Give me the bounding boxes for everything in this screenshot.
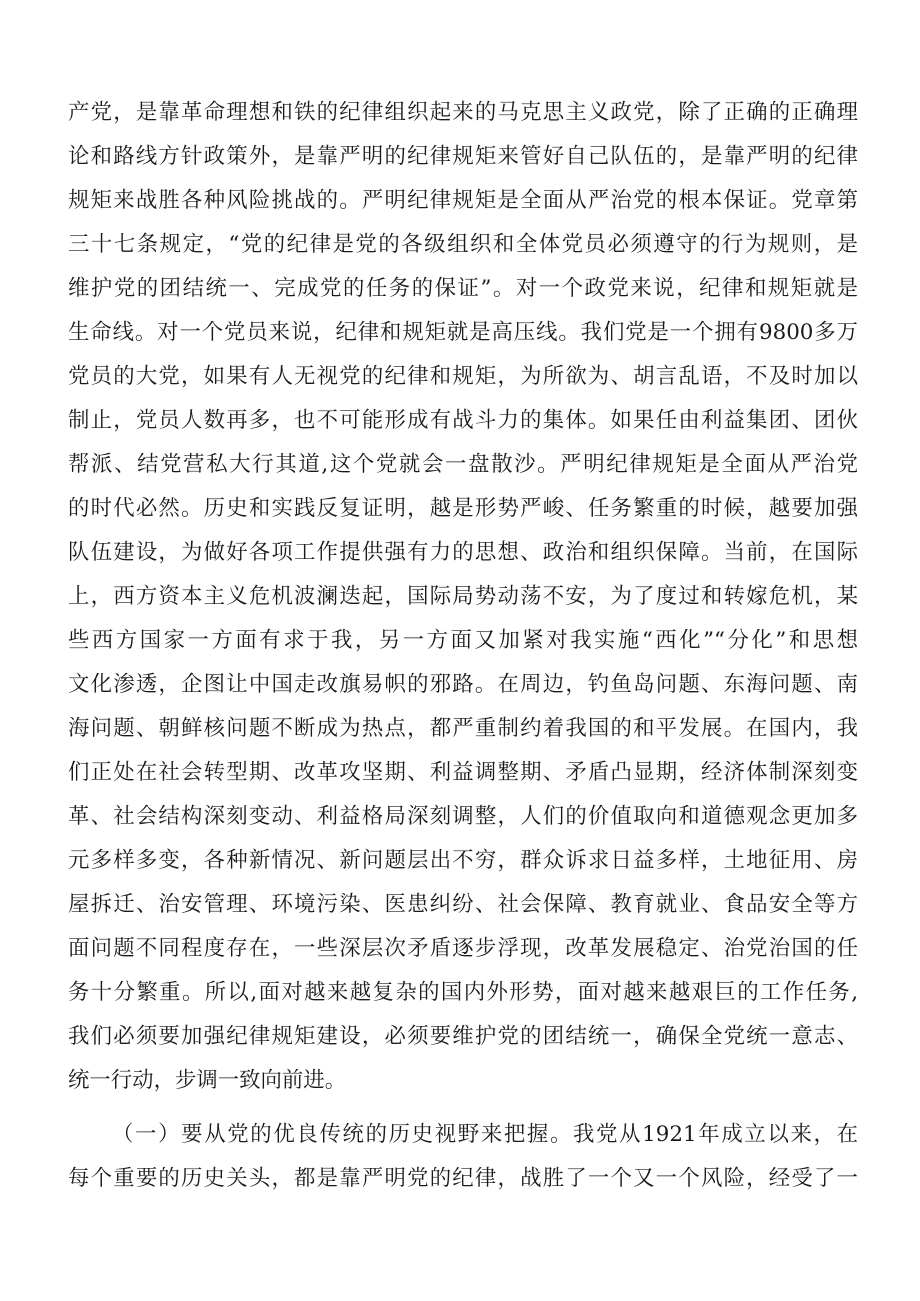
text-line: 生命线。对一个党员来说，纪律和规矩就是高压线。我们党是一个拥有9800多万 — [68, 320, 858, 345]
text-line: 三十七条规定，“党的纪律是党的各级组织和全体党员必须遵守的行为规则，是 — [68, 232, 858, 257]
text-line: 革、社会结构深刻变动、利益格局深刻调整，人们的价值取向和道德观念更加多 — [68, 804, 858, 829]
text-line: 些西方国家一方面有求于我，另一方面又加紧对我实施“西化”“分化”和思想 — [68, 628, 858, 653]
text-line: 论和路线方针政策外，是靠严明的纪律规矩来管好自己队伍的，是靠严明的纪律 — [68, 144, 858, 169]
text-line: 队伍建设，为做好各项工作提供强有力的思想、政治和组织保障。当前，在国际 — [68, 540, 858, 565]
text-line: 规矩来战胜各种风险挑战的。严明纪律规矩是全面从严治党的根本保证。党章第 — [68, 188, 858, 213]
text-line: 海问题、朝鲜核问题不断成为热点，都严重制约着我国的和平发展。在国内，我 — [68, 716, 858, 741]
section-heading-line: （一）要从党的优良传统的历史视野来把握。我党从1921年成立以来，在 — [112, 1122, 858, 1147]
text-line: 产党，是靠革命理想和铁的纪律组织起来的马克思主义政党，除了正确的正确理 — [68, 100, 858, 125]
text-line: 务十分繁重。所以,面对越来越复杂的国内外形势，面对越来越艰巨的工作任务, — [68, 980, 858, 1005]
text-line: 屋拆迁、治安管理、环境污染、医患纠纷、社会保障、教育就业、食品安全等方 — [68, 892, 858, 917]
text-line: 们正处在社会转型期、改革攻坚期、利益调整期、矛盾凸显期，经济体制深刻变 — [68, 760, 858, 785]
text-line: 帮派、结党营私大行其道,这个党就会一盘散沙。严明纪律规矩是全面从严治党 — [68, 452, 858, 477]
text-line: 统一行动，步调一致向前进。 — [68, 1068, 347, 1093]
text-line: 党员的大党，如果有人无视党的纪律和规矩，为所欲为、胡言乱语，不及时加以 — [68, 364, 858, 389]
text-line: 维护党的团结统一、完成党的任务的保证”。对一个政党来说，纪律和规矩就是 — [68, 276, 858, 301]
text-line: 面问题不同程度存在，一些深层次矛盾逐步浮现，改革发展稳定、治党治国的任 — [68, 936, 858, 961]
text-line: 我们必须要加强纪律规矩建设，必须要维护党的团结统一，确保全党统一意志、 — [68, 1024, 858, 1049]
text-line: 元多样多变，各种新情况、新问题层出不穷，群众诉求日益多样，土地征用、房 — [68, 848, 858, 873]
text-line: 文化渗透，企图让中国走改旗易帜的邪路。在周边，钓鱼岛问题、东海问题、南 — [68, 672, 858, 697]
text-line: 的时代必然。历史和实践反复证明，越是形势严峻、任务繁重的时候，越要加强 — [68, 496, 858, 521]
text-line: 制止，党员人数再多，也不可能形成有战斗力的集体。如果任由利益集团、团伙 — [68, 408, 858, 433]
text-line: 上，西方资本主义危机波澜迭起，国际局势动荡不安，为了度过和转嫁危机，某 — [68, 584, 858, 609]
text-line: 每个重要的历史关头，都是靠严明党的纪律，战胜了一个又一个风险，经受了一 — [68, 1166, 858, 1191]
